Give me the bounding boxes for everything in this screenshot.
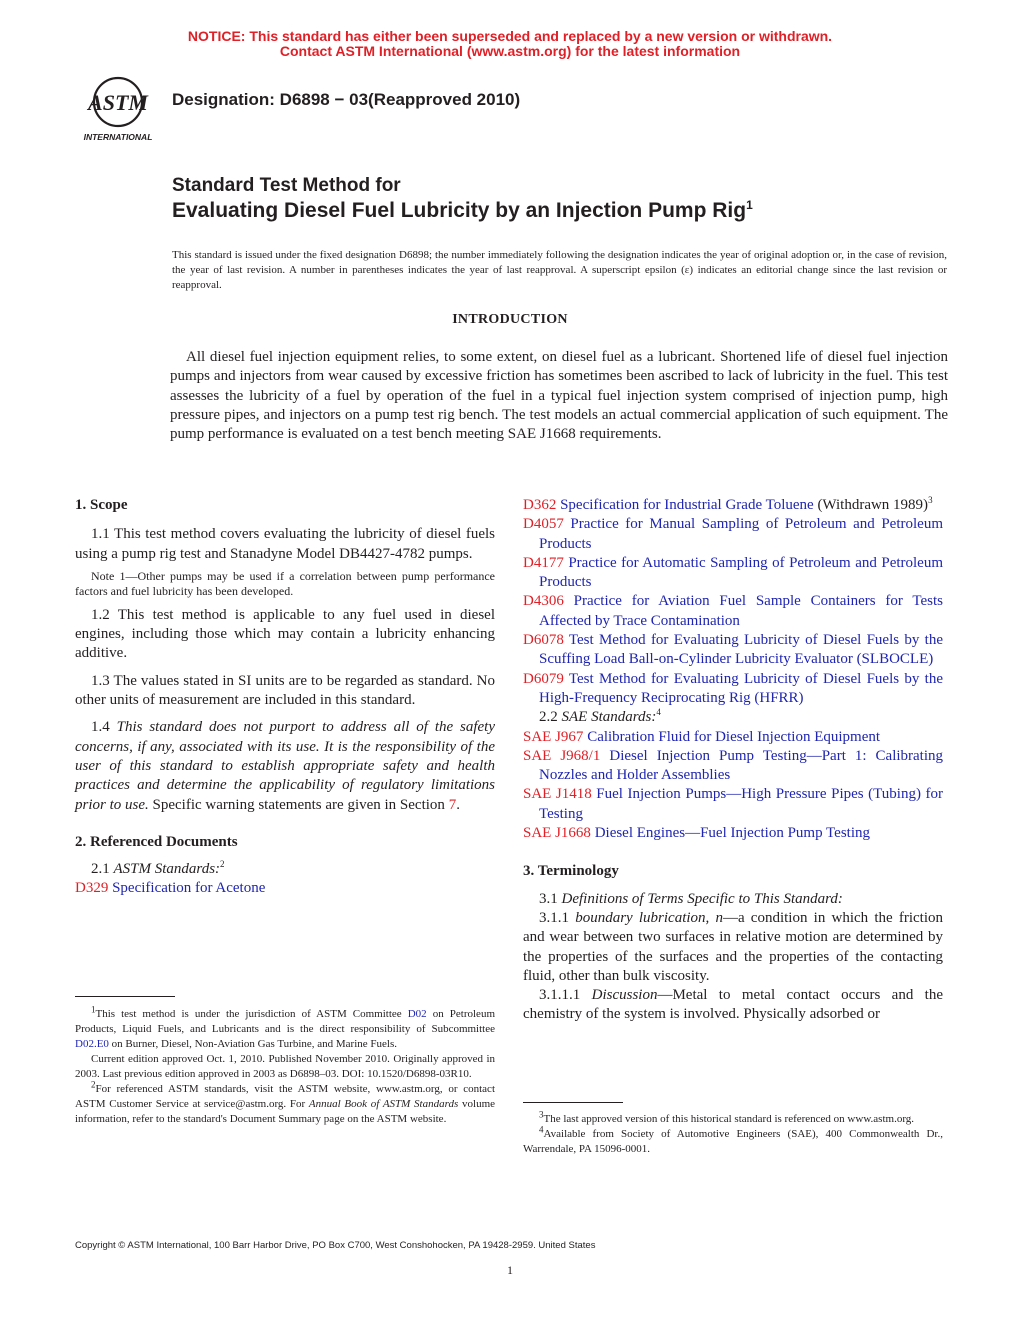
section-2-2-num: 2.2 <box>539 709 562 726</box>
astm-reference-list <box>523 496 943 708</box>
astm-ref-item <box>523 496 943 515</box>
footnote-1-edition: Current edition approved Oct. 1, 2010. Published November 2010. Originally approved in 2003. Last previous edition approved in 2003 as D6898–03. DOI: 10.1520/D6898-03R10. <box>75 1053 495 1080</box>
footnote-1-text-c: on Burner, Diesel, Non-Aviation Gas Turbine, and Marine Fuels. <box>108 1038 397 1050</box>
ref-d329-code[interactable]: D329 <box>75 880 109 897</box>
sae-ref-code[interactable]: SAE J967 <box>523 728 584 745</box>
section-1-4-end: . <box>456 796 460 813</box>
referenced-documents-heading: 2. Referenced Documents <box>75 833 238 850</box>
discussion-label: Discussion <box>591 987 658 1004</box>
logo-subtitle: INTERNATIONAL <box>83 132 153 142</box>
section-3-1-1-1 <box>523 986 943 1025</box>
copyright: Copyright © ASTM International, 100 Barr Harbor Drive, PO Box C700, West Conshohocken, PA 19428-2959. United States <box>75 1240 596 1251</box>
astm-ref-title[interactable]: Specification for Industrial Grade Toluene <box>560 497 814 513</box>
sae-ref-title[interactable]: Calibration Fluid for Diesel Injection Equipment <box>587 728 881 745</box>
astm-ref-code[interactable]: D6079 <box>523 670 564 687</box>
footnotes-left <box>75 1004 496 1127</box>
sae-ref-code[interactable]: SAE J968/1 <box>523 747 601 764</box>
title-main: Evaluating Diesel Fuel Lubricity by an Injection Pump Rig <box>172 199 747 222</box>
section-3-1-1-text: —a condition in which the friction and wear between two surfaces in relative motion are determined by the properties of the surfaces and the properties of the contacting fluid, other than bulk viscosity. <box>523 909 943 984</box>
logo-letters: ASTM <box>88 90 148 115</box>
astm-ref-item <box>523 554 943 593</box>
section-1-4-safety: This standard does not purport to address all of the safety concerns, if any, associated with its use. It is the responsibility of the user of this standard to establish appropriate safety and health practices and determine the applicability of regulatory limitations prior to use. <box>75 719 496 813</box>
section-1-4-num: 1.4 <box>91 719 117 736</box>
section-3-1-1-1-num: 3.1.1.1 <box>539 987 592 1004</box>
footnote-4-text: Available from Society of Automotive Engineers (SAE), 400 Commonwealth Dr., Warrendale, PA 15096-0001. <box>523 1128 943 1155</box>
astm-ref-title[interactable]: Test Method for Evaluating Lubricity of Diesel Fuels by the Scuffing Load Ball-on-Cylinder Lubricity Evaluator (SLBOCLE) <box>539 632 944 668</box>
astm-ref-item <box>523 592 943 631</box>
sae-ref-item <box>523 785 943 824</box>
ref-d329-title[interactable]: Specification for Acetone <box>112 880 266 897</box>
footnote-2-mark: 2 <box>91 1079 96 1090</box>
section-3-1-1-1-text: —Metal to metal contact occurs and the chemistry of the system is involved. Physically adsorbed or <box>523 987 943 1023</box>
astm-ref-title[interactable]: Practice for Manual Sampling of Petroleum and Petroleum Products <box>539 516 943 552</box>
astm-ref-code[interactable]: D362 <box>523 497 557 513</box>
issued-note: This standard is issued under the fixed designation D6898; the number immediately following the designation indicates the year of original adoption or, in the case of revision, the year of last revision. A number in parentheses indicates the year of last reapproval. A superscript epsilon (ε) indicates an editorial change since the last revision or reapproval. <box>172 249 947 291</box>
page-number: 1 <box>507 1263 513 1277</box>
right-column <box>523 496 943 1025</box>
astm-ref-item <box>523 515 943 554</box>
sae-standards-label: SAE Standards: <box>561 709 657 726</box>
astm-logo <box>76 74 160 144</box>
sae-ref-code[interactable]: SAE J1668 <box>523 825 591 842</box>
footnote-1 <box>75 1004 495 1052</box>
term-boundary-lubrication: boundary lubrication, n <box>575 909 723 926</box>
section-3-1-1 <box>523 909 943 986</box>
footnote-3 <box>523 1109 943 1127</box>
footnote-2-annual-book: Annual Book of ASTM Standards <box>308 1098 459 1110</box>
sae-ref-item <box>523 824 943 843</box>
sae-ref-title[interactable]: Diesel Engines—Fuel Injection Pump Testing <box>594 825 870 842</box>
section-3-1 <box>523 890 943 909</box>
sae-ref-item <box>523 728 943 747</box>
footnote-3-text: The last approved version of this historical standard is referenced on www.astm.org. <box>543 1113 915 1125</box>
footnote-2-text-a: For referenced ASTM standards, visit the ASTM website, www.astm.org, or contact ASTM Customer Service at service@astm.org. For <box>75 1083 495 1110</box>
title-line-1: Standard Test Method for <box>172 175 401 196</box>
subcommittee-d02e0-link[interactable]: D02.E0 <box>75 1038 109 1050</box>
astm-ref-code[interactable]: D4177 <box>523 554 564 571</box>
committee-d02-link[interactable]: D02 <box>407 1008 427 1020</box>
sae-ref-title[interactable]: Diesel Injection Pump Testing—Part 1: Calibrating Nozzles and Holder Assemblies <box>539 747 944 784</box>
astm-ref-item <box>523 670 943 709</box>
notice-line-2: Contact ASTM International (www.astm.org) for the latest information <box>279 43 741 59</box>
left-column <box>75 496 495 899</box>
footnote-1-text-a: This test method is under the jurisdiction of ASTM Committee <box>95 1008 408 1020</box>
section-3-1-1-num: 3.1.1 <box>539 909 576 926</box>
sae-ref-item <box>523 747 943 786</box>
astm-ref-status: (Withdrawn 1989) <box>813 497 929 513</box>
astm-ref-code[interactable]: D4057 <box>523 516 564 533</box>
footnote-1-mark: 1 <box>91 1004 96 1015</box>
section-1-4 <box>75 718 495 814</box>
section-2-1-num: 2.1 <box>91 861 114 878</box>
footnote-mark-2[interactable]: 2 <box>220 859 225 870</box>
footnote-4 <box>523 1124 943 1157</box>
section-1-2: 1.2 This test method is applicable to any fuel used in diesel engines, including those which may contain a lubricity enhancing additive. <box>75 606 495 662</box>
section-2-2 <box>523 708 943 727</box>
astm-ref-item <box>523 631 943 670</box>
astm-standards-label: ASTM Standards: <box>113 861 221 878</box>
notice-line-1: NOTICE: This standard has either been superseded and replaced by a new version or withdrawn. <box>187 28 833 44</box>
section-2-1 <box>75 860 495 879</box>
footnote-1-text-b: on Petroleum Products, Liquid Fuels, and Lubricants and is the direct responsibility of Subcommittee <box>75 1008 495 1035</box>
astm-ref-code[interactable]: D4306 <box>523 593 564 610</box>
section-1-4-tail: Specific warning statements are given in Section <box>148 796 449 813</box>
astm-ref-title[interactable]: Practice for Automatic Sampling of Petroleum and Petroleum Products <box>539 554 944 591</box>
note-1: Note 1—Other pumps may be used if a correlation between pump performance factors and fuel lubricity has been developed. <box>75 568 495 598</box>
footnote-2-text-b: volume information, refer to the standard's Document Summary page on the ASTM website. <box>75 1098 496 1125</box>
section-7-link[interactable]: 7 <box>448 796 457 813</box>
astm-ref-footnote-mark[interactable]: 3 <box>928 495 933 505</box>
sae-ref-code[interactable]: SAE J1418 <box>523 786 592 803</box>
footnotes-right <box>523 1109 943 1157</box>
sae-reference-list <box>523 728 943 844</box>
footnote-4-mark: 4 <box>539 1124 544 1135</box>
terminology-heading: 3. Terminology <box>523 863 619 880</box>
section-3-1-num: 3.1 <box>539 890 562 907</box>
astm-ref-title[interactable]: Test Method for Evaluating Lubricity of Diesel Fuels by the High-Frequency Reciprocating Rig (HFRR) <box>539 670 944 706</box>
introduction-heading: INTRODUCTION <box>452 312 568 327</box>
footnote-rule-left <box>75 996 175 997</box>
title-footnote-mark[interactable]: 1 <box>746 198 753 212</box>
introduction-text: All diesel fuel injection equipment relies, to some extent, on diesel fuel as a lubricant. Shortened life of diesel fuel injection pumps and injectors from wear caused by excessive friction has sometimes been ascribed to lack of lubricity in the fuel. This test assesses the lubricity of a fuel by operation of the fuel in a typical fuel injection system comprised of injection pump, high pressure pipes, and injectors on a pump test rig bench. The test models an actual commercial application of such equipment. The pump performance is evaluated on a test bench meeting SAE J1668 requirements. <box>170 349 948 443</box>
astm-ref-code[interactable]: D6078 <box>523 632 564 649</box>
ref-d329 <box>75 879 495 898</box>
footnote-2 <box>75 1079 496 1127</box>
scope-heading: 1. Scope <box>75 497 128 513</box>
title-line-2 <box>172 199 753 223</box>
definitions-label: Definitions of Terms Specific to This Standard: <box>561 890 843 907</box>
footnote-rule-right <box>523 1102 623 1103</box>
footnote-3-mark: 3 <box>539 1109 544 1120</box>
section-1-1: 1.1 This test method covers evaluating the lubricity of diesel fuels using a pump rig test and Stanadyne Model DB4427-4782 pumps. <box>75 526 495 562</box>
designation: Designation: D6898 − 03(Reapproved 2010) <box>172 90 521 109</box>
footnote-mark-4[interactable]: 4 <box>656 707 661 718</box>
sae-ref-title[interactable]: Fuel Injection Pumps—High Pressure Pipes (Tubing) for Testing <box>539 786 943 822</box>
astm-ref-title[interactable]: Practice for Aviation Fuel Sample Containers for Tests Affected by Trace Contamination <box>539 593 944 629</box>
section-1-3: 1.3 The values stated in SI units are to be regarded as standard. No other units of measurement are included in this standard. <box>75 672 495 709</box>
